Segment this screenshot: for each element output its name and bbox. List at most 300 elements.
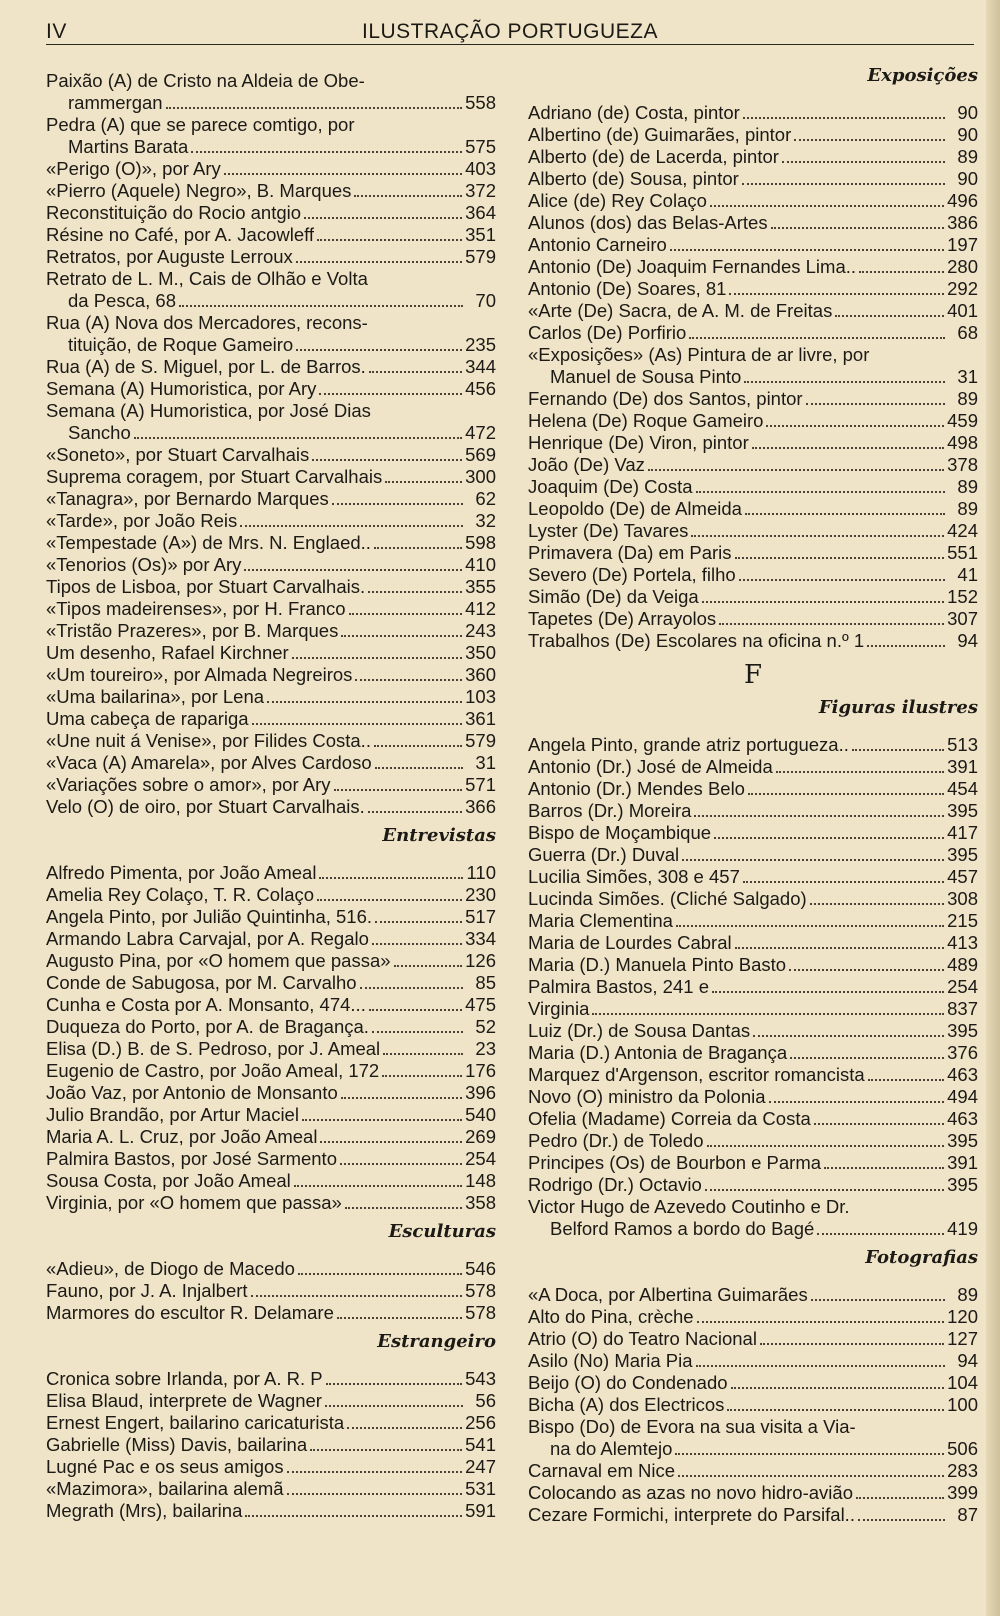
entry-page-number: 358 [465,1192,496,1213]
dot-leader [349,613,463,615]
dot-leader [340,1163,462,1165]
index-entry [528,1020,978,1042]
entry-title: Alice (de) Rey Colaço [528,190,707,211]
index-entry [528,432,978,454]
dot-leader [287,1471,463,1473]
list-entrevistas [46,862,496,1214]
entry-page-number: 401 [947,300,978,321]
dot-leader [355,679,462,681]
entry-page-number: 56 [475,1390,496,1411]
entry-page-number: 391 [947,756,978,777]
index-entry [46,510,496,532]
dot-leader [332,503,463,505]
dot-leader [383,1053,463,1055]
dot-leader [814,1123,944,1125]
index-entry [528,168,978,190]
entry-title: da Pesca, 68 [68,290,176,311]
dot-leader [776,771,944,773]
entry-title-line: Retrato de L. M., Cais de Olhão e Volta [46,268,368,289]
entry-title: Antonio (Dr.) Mendes Belo [528,778,745,799]
section-letter: F [743,660,763,690]
entry-page-number: 361 [465,708,496,729]
entry-title: Lucilia Simões, 308 e 457 [528,866,740,887]
entry-title: Angela Pinto, por Julião Quintinha, 516. [46,906,373,927]
entry-title: Rodrigo (Dr.) Octavio [528,1174,702,1195]
index-entry [46,290,496,312]
entry-page-number: 334 [465,928,496,949]
entry-title-line: Rua (A) Nova dos Mercadores, recons- [46,312,368,333]
dot-leader [251,1295,463,1297]
dot-leader [369,1009,462,1011]
entry-title: Colocando as azas no novo hidro-avião [528,1482,853,1503]
entry-title: Fauno, por J. A. Injalbert [46,1280,248,1301]
index-entry [46,334,496,356]
dot-leader [179,305,463,307]
entry-page-number: 307 [947,608,978,629]
dot-leader [341,1097,462,1099]
index-entry [528,1152,978,1174]
entry-page-number: 247 [465,1456,496,1477]
dot-leader [868,1079,944,1081]
dot-leader [166,107,463,109]
entry-title: Pedro (Dr.) de Toledo [528,1130,704,1151]
dot-leader [372,943,462,945]
dot-leader [743,117,945,119]
index-entry [528,300,978,322]
entry-page-number: 94 [957,1350,978,1371]
dot-leader [648,469,944,471]
index-entry [46,444,496,466]
dot-leader [319,393,462,395]
dot-leader [794,139,945,141]
dot-leader [312,459,462,461]
index-entry [528,366,978,388]
entry-page-number: 120 [947,1306,978,1327]
dot-leader [707,1145,945,1147]
index-entry [528,778,978,800]
entry-page-number: 23 [475,1038,496,1059]
entry-title: Gabrielle (Miss) Davis, bailarina [46,1434,308,1455]
dot-leader [375,767,463,769]
entry-title: «Uma bailarina», por Lena [46,686,265,707]
entry-page-number: 463 [947,1108,978,1129]
entry-title: Atrio (O) do Teatro Nacional [528,1328,757,1349]
entry-page-number: 376 [947,1042,978,1063]
entry-title: Résine no Café, por A. Jacowleff [46,224,315,245]
entry-page-number: 496 [947,190,978,211]
entry-page-number: 89 [957,388,978,409]
dot-leader [354,195,462,197]
index-entry [528,756,978,778]
index-entry [46,1434,496,1456]
index-entry [528,910,978,932]
entry-title: Reconstituição do Rocio antgio [46,202,302,223]
entry-title: João (De) Vaz [528,454,645,475]
index-entry [46,950,496,972]
entry-page-number: 254 [947,976,978,997]
entry-page-number: 454 [947,778,978,799]
dot-leader [714,837,944,839]
dot-leader [341,635,462,637]
entry-page-number: 41 [957,564,978,585]
index-entry [528,476,978,498]
entry-title: Virginia [528,998,590,1019]
dot-leader [317,239,462,241]
entry-title: Asilo (No) Maria Pia [528,1350,693,1371]
entry-page-number: 395 [947,1174,978,1195]
entry-title: «Arte (De) Sacra, de A. M. de Freitas [528,300,833,321]
entry-page-number: 235 [465,334,496,355]
index-entry [46,928,496,950]
entry-page-number: 148 [465,1170,496,1191]
index-entry [528,1218,978,1240]
dot-leader [374,547,462,549]
index-entry [46,884,496,906]
entry-page-number: 87 [957,1504,978,1525]
entry-title: Trabalhos (De) Escolares na oficina n.º 1 [528,630,865,651]
index-entry [528,234,978,256]
entry-page-number: 100 [947,1394,978,1415]
index-entry [528,256,978,278]
index-entry [528,954,978,976]
index-entry [46,1038,496,1060]
entry-page-number: 243 [465,620,496,641]
entry-title: Barros (Dr.) Moreira [528,800,692,821]
entry-title: Lugné Pac e os seus amigos [46,1456,284,1477]
entry-title: Maria (D.) Antonia de Bragança [528,1042,788,1063]
entry-title: Virginia, por «O homem que passa» [46,1192,342,1213]
entry-page-number: 197 [947,234,978,255]
entry-page-number: 89 [957,498,978,519]
entry-title-line: Pedra (A) que se parece comtigo, por [46,114,355,135]
entry-title: Ernest Engert, bailarino caricaturista [46,1412,345,1433]
index-entry [528,1284,978,1306]
entry-title: Lyster (De) Tavares [528,520,689,541]
dot-leader [675,1453,944,1455]
list-intro [46,70,496,818]
index-entry [528,410,978,432]
dot-leader [729,293,944,295]
entry-page-number: 344 [465,356,496,377]
entry-title: «Soneto», por Stuart Carvalhais [46,444,310,465]
entry-page-number: 355 [465,576,496,597]
dot-leader [244,569,462,571]
entry-page-number: 395 [947,1130,978,1151]
entry-title: Palmira Bastos, 241 e [528,976,709,997]
entry-page-number: 475 [465,994,496,1015]
dot-leader [394,965,463,967]
entry-title: «Tipos madeirenses», por H. Franco [46,598,346,619]
entry-page-number: 395 [947,800,978,821]
dot-leader [345,1207,462,1209]
entry-title: Carnaval em Nice [528,1460,676,1481]
entry-page-number: 598 [465,532,496,553]
dot-leader [743,881,944,883]
entry-title: Julio Brandão, por Artur Maciel [46,1104,299,1125]
entry-page-number: 89 [957,476,978,497]
entry-title: Leopoldo (De) de Almeida [528,498,742,519]
index-entry [46,356,496,378]
index-entry [46,554,496,576]
list-estrangeiro [46,1368,496,1522]
dot-leader [372,1031,463,1033]
entry-title: Rua (A) de S. Miguel, por L. de Barros. [46,356,366,377]
page-number: IV [46,20,67,43]
index-entry [528,322,978,344]
index-entry [528,1174,978,1196]
entry-page-number: 472 [465,422,496,443]
dot-leader [670,249,944,251]
index-entry [528,124,978,146]
entry-title: Elisa Blaud, interprete de Wagner [46,1390,322,1411]
index-entry [46,1478,496,1500]
dot-leader [811,1299,945,1301]
dot-leader [296,349,462,351]
entry-title: Novo (O) ministro da Polonia [528,1086,766,1107]
entry-title: Alfredo Pimenta, por João Ameal [46,862,317,883]
entry-page-number: 176 [465,1060,496,1081]
entry-page-number: 591 [465,1500,496,1521]
dot-leader [294,1185,462,1187]
entry-title: Megrath (Mrs), bailarina [46,1500,243,1521]
dot-leader [245,1515,462,1517]
dot-leader [782,161,945,163]
index-entry [528,998,978,1020]
entry-page-number: 546 [465,1258,496,1279]
index-entry [528,630,978,652]
index-entry [46,752,496,774]
entry-page-number: 419 [947,1218,978,1239]
dot-leader [856,1497,944,1499]
dot-leader [739,579,945,581]
entry-title: Sancho [68,422,131,443]
dot-leader [727,1409,944,1411]
index-entry [528,564,978,586]
entry-title: Bispo de Moçambique [528,822,712,843]
dot-leader [771,227,945,229]
index-entry [46,92,496,114]
dot-leader [748,793,944,795]
dot-leader [694,815,944,817]
dot-leader [224,173,462,175]
entry-page-number: 372 [465,180,496,201]
entry-page-number: 127 [947,1328,978,1349]
entry-title: Marquez d'Argenson, escritor romancista [528,1064,865,1085]
index-entry [46,686,496,708]
entry-title: João Vaz, por Antonio de Monsanto [46,1082,338,1103]
dot-leader [298,1273,462,1275]
entry-page-number: 456 [465,378,496,399]
index-entry [528,1482,978,1504]
index-entry [528,844,978,866]
entry-title: «Mazimora», bailarina alemã [46,1478,284,1499]
section-title-fotografias: Fotografias [865,1247,978,1268]
index-entry [46,422,496,444]
entry-title: Adriano (de) Costa, pintor [528,102,740,123]
index-entry [528,102,978,124]
entry-title: «Tarde», por João Reis [46,510,238,531]
dot-leader [592,1013,944,1015]
entry-page-number: 575 [465,136,496,157]
dot-leader [752,447,944,449]
dot-leader [702,601,944,603]
dot-leader [375,921,462,923]
index-entry [46,1104,496,1126]
entry-page-number: 31 [957,366,978,387]
entry-page-number: 85 [475,972,496,993]
index-entry [46,1368,496,1390]
entry-title: Severo (De) Portela, filho [528,564,736,585]
entry-title: Angela Pinto, grande atriz portugueza.. [528,734,849,755]
right-column [528,64,978,1526]
dot-leader [696,1365,946,1367]
entry-title: Antonio Carneiro [528,234,667,255]
index-entry [46,136,496,158]
page-edge [986,0,1000,1616]
index-entry [528,1086,978,1108]
dot-leader [712,991,944,993]
index-entry [528,1460,978,1482]
index-entry [46,1280,496,1302]
list-figuras [528,734,978,1240]
entry-title: Antonio (De) Joaquim Fernandes Lima.. [528,256,857,277]
entry-title: Cezare Formichi, interprete do Parsifal.. [528,1504,855,1525]
entry-page-number: 68 [957,322,978,343]
entry-page-number: 457 [947,866,978,887]
index-entry [46,1192,496,1214]
dot-leader [766,425,944,427]
entry-title: «Um toureiro», por Almada Negreiros [46,664,353,685]
section-title-exposicoes: Exposições [867,65,978,86]
index-entry [46,664,496,686]
entry-title: Retratos, por Auguste Lerroux [46,246,293,267]
index-entry [46,862,496,884]
entry-title: Manuel de Sousa Pinto [550,366,742,387]
dot-leader [858,1519,945,1521]
entry-title: Antonio (De) Soares, 81 [528,278,727,299]
index-entry [46,1082,496,1104]
index-entry [528,1394,978,1416]
entry-title-line: Semana (A) Humoristica, por José Dias [46,400,371,421]
entry-title: «Pierro (Aquele) Negro», B. Marques [46,180,352,201]
entry-title: «Tenorios (Os)» por Ary [46,554,242,575]
index-entry [46,1126,496,1148]
entry-page-number: 578 [465,1302,496,1323]
entry-title: Maria A. L. Cruz, por João Ameal [46,1126,318,1147]
index-entry [46,180,496,202]
entry-title-line: «Exposições» (As) Pintura de ar livre, por [528,344,870,365]
entry-title: Eugenio de Castro, por João Ameal, 172 [46,1060,380,1081]
entry-page-number: 283 [947,1460,978,1481]
dot-leader [676,925,944,927]
index-entry [528,888,978,910]
entry-page-number: 413 [947,932,978,953]
dot-leader [691,535,944,537]
index-entry [528,1350,978,1372]
entry-page-number: 517 [465,906,496,927]
dot-leader [824,1167,944,1169]
entry-page-number: 463 [947,1064,978,1085]
index-entry [528,388,978,410]
entry-title: Alto do Pina, crèche [528,1306,694,1327]
dot-leader [320,1141,462,1143]
entry-title: tituição, de Roque Gameiro [68,334,294,355]
entry-page-number: 90 [957,102,978,123]
entry-page-number: 498 [947,432,978,453]
entry-page-number: 32 [475,510,496,531]
entry-title: Ofelia (Madame) Correia da Costa [528,1108,811,1129]
entry-page-number: 52 [475,1016,496,1037]
index-entry [528,822,978,844]
entry-title: Suprema coragem, por Stuart Carvalhais [46,466,383,487]
dot-leader [760,1343,944,1345]
dot-leader [337,1317,462,1319]
entry-page-number: 351 [465,224,496,245]
dot-leader [689,337,945,339]
dot-leader [240,525,463,527]
entry-page-number: 103 [465,686,496,707]
entry-page-number: 360 [465,664,496,685]
entry-page-number: 459 [947,410,978,431]
entry-page-number: 569 [465,444,496,465]
entry-page-number: 254 [465,1148,496,1169]
index-entry [46,972,496,994]
dot-leader [806,403,945,405]
index-entry [528,586,978,608]
dot-leader [368,811,462,813]
entry-title: Bicha (A) dos Electricos [528,1394,725,1415]
entry-page-number: 558 [465,92,496,113]
entry-title: Carlos (De) Porfirio [528,322,687,343]
entry-title: Antonio (Dr.) José de Almeida [528,756,773,777]
entry-page-number: 62 [475,488,496,509]
entry-title: Luiz (Dr.) de Sousa Dantas [528,1020,751,1041]
dot-leader [334,789,463,791]
entry-title: «Tristão Prazeres», por B. Marques [46,620,339,641]
index-entry [528,1042,978,1064]
dot-leader [789,969,944,971]
entry-title: «Perigo (O)», por Ary [46,158,221,179]
entry-page-number: 531 [465,1478,496,1499]
dot-leader [835,315,944,317]
dot-leader [705,1189,944,1191]
entry-title: Simão (De) da Veiga [528,586,699,607]
entry-title: Joaquim (De) Costa [528,476,693,497]
dot-leader [302,1119,462,1121]
entry-title: Principes (Os) de Bourbon e Parma [528,1152,822,1173]
dot-leader [745,513,945,515]
index-entry [528,454,978,476]
entry-page-number: 308 [947,888,978,909]
index-entry [46,1456,496,1478]
index-entry [46,488,496,510]
section-title-entrevistas: Entrevistas [382,825,496,846]
dot-leader [287,1493,463,1495]
index-entry [528,146,978,168]
dot-leader [769,1101,945,1103]
index-entry [528,1328,978,1350]
index-entry [528,190,978,212]
dot-leader [326,1383,463,1385]
entry-title: Maria (D.) Manuela Pinto Basto [528,954,787,975]
section-title-figuras: Figuras ilustres [818,697,978,718]
dot-leader [317,899,462,901]
index-entry [528,1438,978,1460]
entry-title: Beijo (O) do Condenado [528,1372,728,1393]
dot-leader [744,381,945,383]
index-entry [528,734,978,756]
entry-page-number: 364 [465,202,496,223]
